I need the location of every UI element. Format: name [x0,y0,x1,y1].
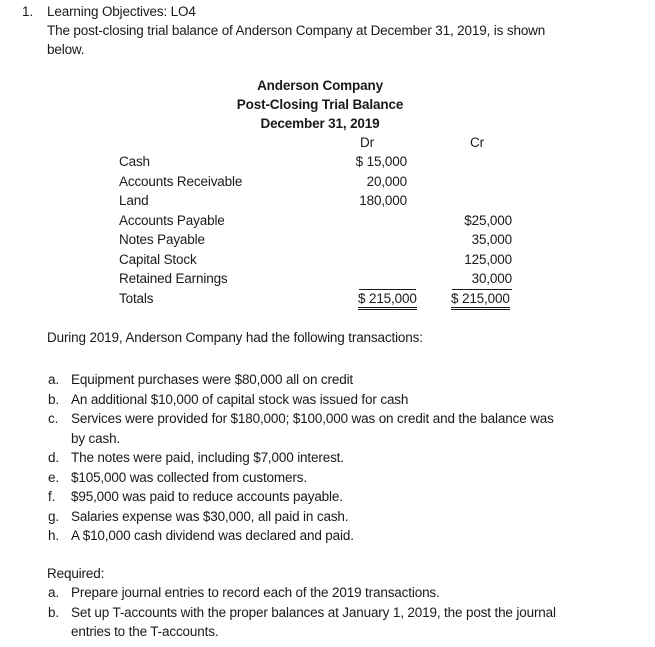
required-letter: b. [48,604,59,620]
transaction-text: An additional $10,000 of capital stock was issued for cash [71,391,409,407]
account-name: Capital Stock [119,252,197,267]
cr-subtotal-line [452,289,512,290]
transaction-text: Services were provided for $180,000; $100,000 was on credit and the balance was [71,411,554,426]
account-name: Cash [119,154,150,169]
dr-subtotal-line [359,289,416,290]
intro-text-cont: below. [47,42,85,57]
dr-amount: 180,000 [359,193,407,208]
transactions-intro: During 2019, Anderson Company had the following transactions: [47,330,423,345]
transaction-text: $105,000 was collected from customers. [71,469,307,485]
account-name: Retained Earnings [119,271,228,286]
transaction-letter: b. [48,391,59,407]
transaction-text: The notes were paid, including $7,000 interest. [71,450,344,465]
transaction-letter: f. [48,489,56,504]
cr-header: Cr [470,135,484,150]
dr-header: Dr [360,135,374,150]
dr-total: $ 215,000 [358,291,417,310]
required-text: Set up T-accounts with the proper balances at January 1, 2019, the post the journal [71,604,556,620]
problem-number: 1. [22,4,33,19]
cr-amount: $25,000 [464,213,512,228]
transaction-text-cont: by cash. [71,430,121,446]
transaction-text: A $10,000 cash dividend was declared and paid. [71,528,354,543]
transaction-letter: e. [48,469,59,485]
dr-amount: 20,000 [366,174,407,189]
transaction-text: Equipment purchases were $80,000 all on credit [71,372,354,387]
cr-amount: 35,000 [471,232,512,247]
cr-total: $ 215,000 [451,291,510,310]
transaction-letter: a. [48,372,59,387]
cr-amount: 30,000 [471,271,512,286]
required-text: Prepare journal entries to record each of the 2019 transactions. [71,585,440,600]
statement-date: December 31, 2019 [260,116,380,131]
dr-amount: $ 15,000 [355,154,407,169]
transaction-text: $95,000 was paid to reduce accounts payable. [71,489,343,504]
learning-objective: Learning Objectives: LO4 [47,4,196,19]
account-name: Notes Payable [119,232,205,247]
account-name: Accounts Receivable [119,174,243,189]
required-letter: a. [48,585,59,600]
transaction-letter: d. [48,450,59,465]
account-name: Accounts Payable [119,213,225,228]
cr-amount: 125,000 [464,252,512,267]
transaction-letter: h. [48,528,59,543]
required-text-cont: entries to the T-accounts. [71,624,219,639]
intro-text: The post-closing trial balance of Anderson Company at December 31, 2019, is shown [47,23,546,38]
company-name: Anderson Company [257,78,383,93]
transaction-text: Salaries expense was $30,000, all paid in cash. [71,508,349,524]
transaction-letter: g. [48,508,59,524]
totals-label: Totals [119,291,154,306]
required-label: Required: [47,566,105,581]
account-name: Land [119,193,149,208]
statement-title: Post-Closing Trial Balance [236,97,404,112]
transaction-letter: c. [48,411,59,426]
